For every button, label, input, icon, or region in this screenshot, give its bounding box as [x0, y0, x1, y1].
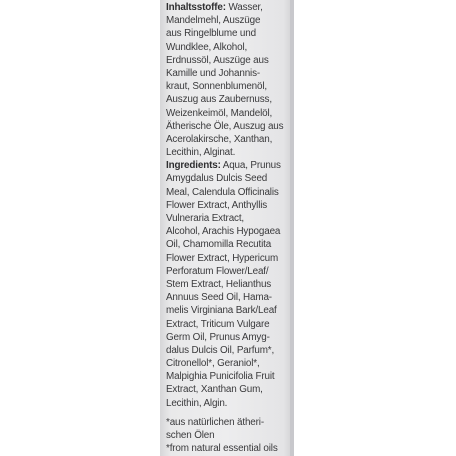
de-ingredients-line: Mandelmehl, Auszüge: [166, 15, 261, 27]
footnote-line: schen Ölen: [166, 430, 215, 441]
de-ingredients-line: Erdnussöl, Auszüge aus: [166, 54, 269, 66]
de-ingredients-line: aus Ringelblume und: [166, 28, 256, 40]
en-ingredients-line: Perforatum Flower/Leaf/: [166, 265, 269, 277]
en-ingredients-line: Alcohol, Arachis Hypogaea: [166, 226, 281, 238]
en-ingredients-first-line-text: Aqua, Prunus: [220, 160, 281, 172]
en-ingredients-line: Amygdalus Dulcis Seed: [166, 173, 268, 185]
de-ingredients-line: Acerolakirsche, Xanthan,: [166, 133, 273, 145]
de-ingredients-first-line-text: Wasser,: [225, 2, 263, 13]
en-ingredients-line: Meal, Calendula Officinalis: [166, 186, 279, 198]
en-ingredients-line: dalus Dulcis Oil, Parfum*,: [166, 344, 275, 356]
en-ingredients-line: Lecithin, Algin.: [166, 397, 228, 409]
en-ingredients-line: Citronellol*, Geraniol*,: [166, 358, 260, 370]
en-ingredients-line: Flower Extract, Hypericum: [166, 252, 279, 264]
de-ingredients-line: Lecithin, Alginat.: [166, 147, 236, 159]
en-ingredients-line: Extract, Triticum Vulgare: [166, 318, 270, 330]
de-ingredients-first-line: [166, 1, 290, 14]
de-ingredients-line: Auszug aus Zaubernuss,: [166, 94, 272, 106]
en-ingredients-line: Stem Extract, Helianthus: [166, 278, 272, 290]
de-ingredients-heading: Inhaltsstoffe:: [166, 2, 226, 13]
en-ingredients-first-line: [166, 159, 290, 172]
footnote-line: *aus natürlichen ätheri-: [166, 416, 264, 428]
de-ingredients-line: Weizenkeimöl, Mandelöl,: [166, 107, 273, 119]
en-ingredients-line: Flower Extract, Anthyllis: [166, 199, 268, 211]
de-ingredients-line: Wundklee, Alkohol,: [166, 41, 248, 53]
en-ingredients-line: Vulneraria Extract,: [166, 213, 245, 224]
en-ingredients-line: Annuus Seed Oil, Hama-: [166, 292, 272, 304]
en-ingredients-line: melis Virginiana Bark/Leaf: [166, 305, 277, 317]
en-ingredients-heading: Ingredients:: [166, 160, 221, 172]
de-ingredients-line: Ätherische Öle, Auszug aus: [166, 120, 284, 132]
de-ingredients-line: kraut, Sonnenblumenöl,: [166, 81, 268, 93]
ingredients-text: [166, 1, 290, 455]
en-ingredients-line: Malpighia Punicifolia Fruit: [166, 371, 275, 383]
en-ingredients-line: Oil, Chamomilla Recutita: [166, 239, 272, 251]
en-ingredients-line: Extract, Xanthan Gum,: [166, 384, 263, 396]
en-ingredients-line: Germ Oil, Prunus Amyg-: [166, 331, 270, 343]
ingredients-label: [160, 0, 294, 456]
de-ingredients-line: Kamille und Johannis-: [166, 67, 261, 79]
footnote-line: *from natural essential oils: [166, 443, 278, 455]
